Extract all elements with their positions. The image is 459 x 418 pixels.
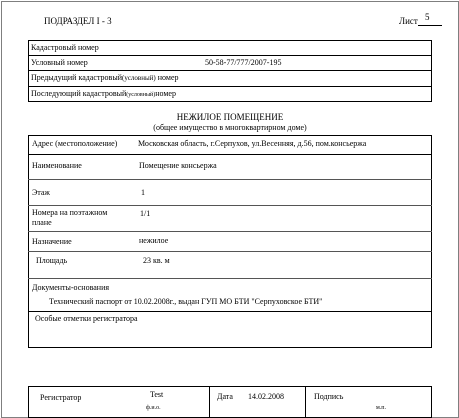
previous-number-label — [31, 74, 179, 82]
address-value: Московская область, г.Серпухов, ул.Весенняя, д.56, пом.консьержа — [138, 139, 367, 148]
mp-label: м.п. — [376, 405, 387, 411]
next-number-label-end: номер — [155, 89, 176, 98]
purpose-label: Назначение — [32, 237, 72, 246]
next-number-label-main: Последующий кадастровый — [31, 89, 127, 98]
cadastral-number-label: Кадастровый номер — [31, 43, 99, 52]
name-label: Наименование — [32, 161, 82, 170]
divider — [28, 55, 432, 56]
documents-label: Документы-основания — [32, 283, 110, 292]
conditional-number-label: Условный номер — [31, 58, 88, 67]
divider — [28, 70, 432, 71]
divider — [28, 154, 432, 155]
sheet-label: Лист — [399, 16, 418, 26]
plan-number-value: 1/1 — [140, 209, 151, 218]
area-label: Площадь — [36, 256, 68, 265]
plan-number-label-line2: плане — [32, 218, 52, 227]
signature-label: Подпись — [314, 392, 344, 401]
address-label: Адрес (местоположение) — [32, 139, 118, 148]
divider — [28, 179, 432, 180]
registrar-value: Test — [150, 390, 164, 399]
date-label: Дата — [217, 392, 233, 401]
divider — [28, 311, 432, 312]
conditional-number-value: 50-58-77/777/2007-195 — [205, 58, 282, 67]
divider — [28, 251, 432, 252]
sheet-number-underline — [418, 25, 442, 26]
divider — [28, 231, 432, 232]
documents-value: Технический паспорт от 10.02.2008г., выдан ГУП МО БТИ "Серпуховское БТИ" — [49, 297, 323, 306]
divider — [28, 278, 432, 279]
purpose-value: нежилое — [139, 236, 169, 245]
area-value: 23 кв. м — [143, 256, 170, 265]
divider — [28, 86, 432, 87]
section-title: ПОДРАЗДЕЛ I - 3 — [44, 16, 112, 26]
sheet-number: 5 — [425, 12, 430, 22]
plan-number-label-line1: Номера на поэтажном — [32, 208, 108, 217]
object-title: НЕЖИЛОЕ ПОМЕЩЕНИЕ — [176, 112, 284, 122]
registrar-label: Регистратор — [40, 393, 82, 402]
previous-number-label-small: (условный) — [121, 74, 156, 82]
fio-label: ф.и.о. — [146, 405, 161, 411]
previous-number-label-main: Предыдущий кадастровый — [31, 73, 122, 82]
next-number-label-small: (условный) — [126, 92, 156, 98]
name-value: Помещение консьержа — [139, 161, 217, 170]
divider — [28, 205, 432, 206]
special-marks-label: Особые отметки регистратора — [35, 314, 138, 323]
divider — [209, 386, 210, 418]
previous-number-label-end: номер — [157, 73, 179, 82]
object-subtitle: (общее имущество в многоквартирном доме) — [153, 123, 307, 132]
next-number-label — [31, 90, 176, 98]
divider — [305, 386, 306, 418]
floor-label: Этаж — [32, 188, 50, 197]
date-value: 14.02.2008 — [248, 392, 284, 401]
registrar-table — [28, 386, 432, 418]
floor-value: 1 — [141, 188, 145, 197]
